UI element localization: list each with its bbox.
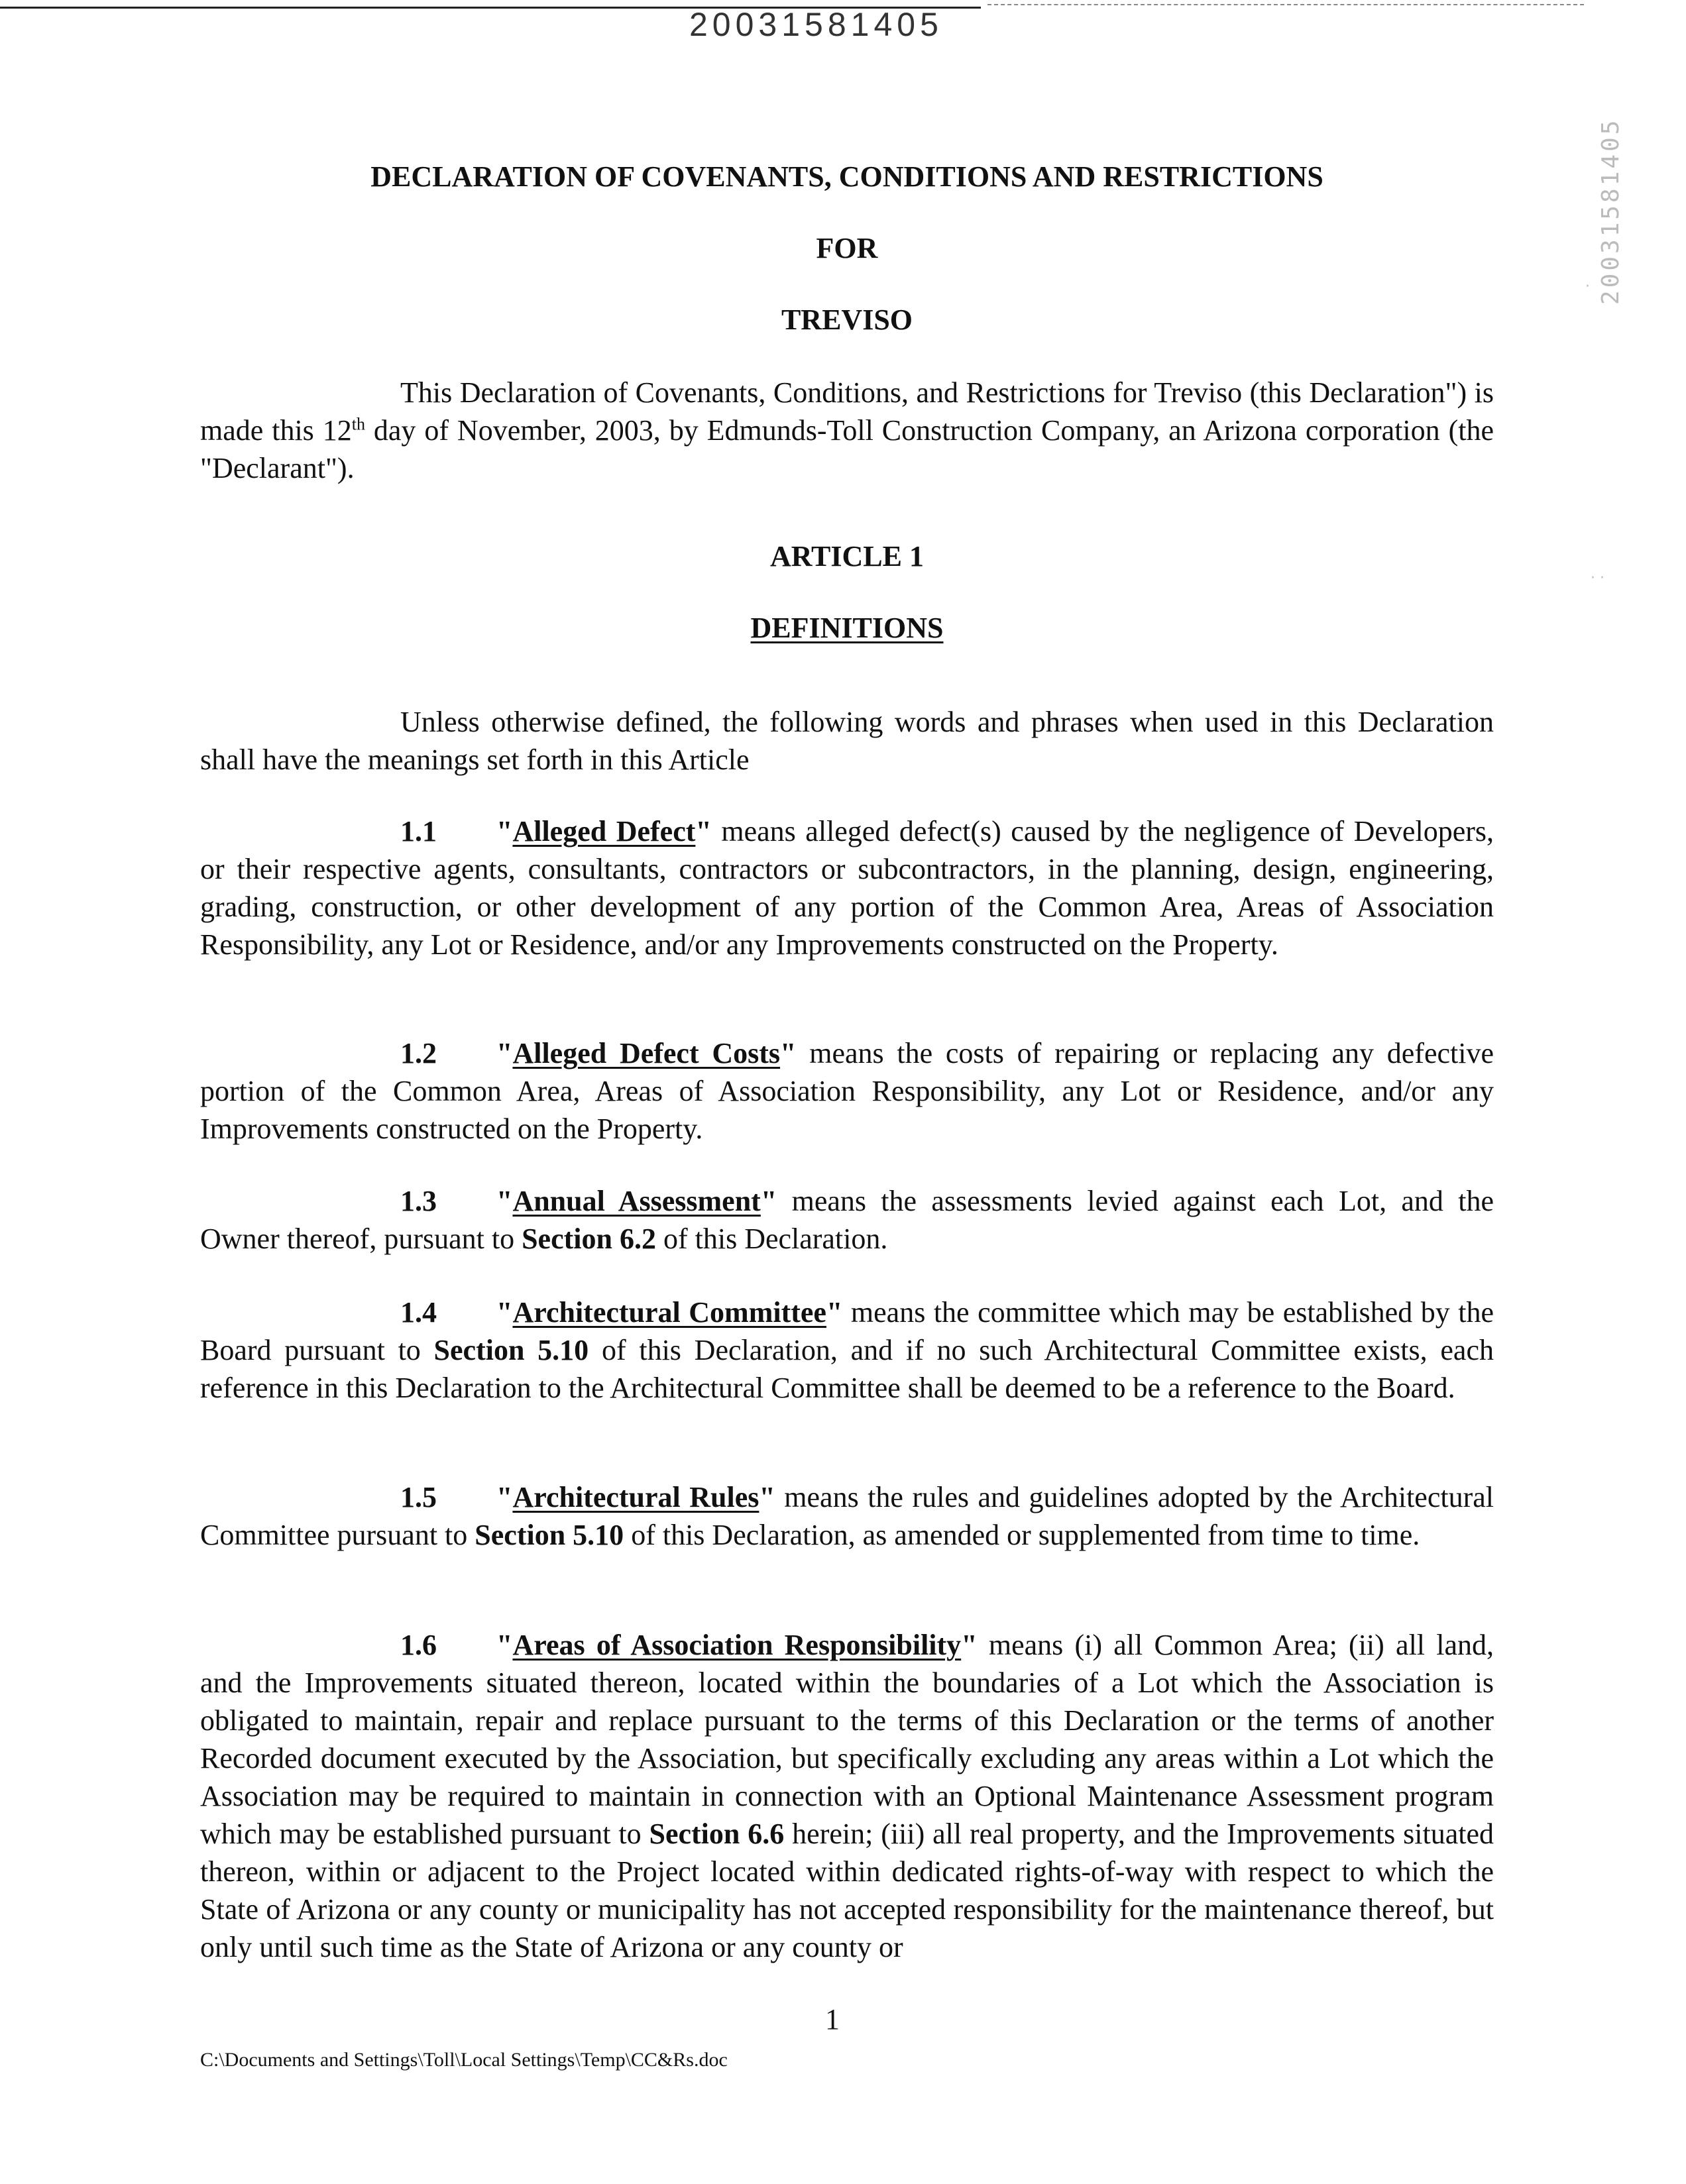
definition-1-4: 1.4 "Architectural Committee" means the committee which may be established by the Board pursuant to Section 5.10 of this Declaration, and if no such Architectural Committee exists, each reference in this Declaration to the Architectural Committee shall be deemed to be a reference to the Board. <box>200 1296 1494 1404</box>
side-recording-stamp: 20031581405 <box>1597 117 1624 305</box>
document-title: DECLARATION OF COVENANTS, CONDITIONS AND RESTRICTIONS <box>370 160 1323 193</box>
scan-speck-icon: · · <box>1591 570 1604 586</box>
definition-1-2: 1.2 "Alleged Defect Costs" means the costs of repairing or replacing any defective portion of the Common Area, Areas of Association Responsibility, any Lot or Residence, and/or any Improvements constructed on the Property. <box>200 1037 1494 1145</box>
page-number: 1 <box>825 2003 840 2036</box>
section-reference: Section 6.6 <box>649 1818 785 1850</box>
scan-speck-icon: · <box>1585 278 1590 295</box>
top-rule-dashed <box>987 4 1584 5</box>
section-reference: Section 5.10 <box>475 1519 624 1551</box>
recording-number: 20031581405 <box>689 6 943 43</box>
article-preamble: Unless otherwise defined, the following words and phrases when used in this Declaration shall have the meanings set forth in this Article <box>200 706 1494 776</box>
footer-file-path: C:\Documents and Settings\Toll\Local Settings\Temp\CC&Rs.doc <box>200 2049 728 2071</box>
title-project-name: TREVISO <box>781 303 913 336</box>
section-reference: Section 5.10 <box>433 1334 589 1366</box>
definition-1-3: 1.3 "Annual Assessment" means the assessments levied against each Lot, and the Owner thereof, pursuant to Section 6.2 of this Declaration. <box>200 1185 1494 1255</box>
article-heading: DEFINITIONS <box>750 612 944 644</box>
definition-1-5: 1.5 "Architectural Rules" means the rules and guidelines adopted by the Architectural Committee pursuant to Section 5.10 of this Declaration, as amended or supplemented from time to time. <box>200 1481 1494 1551</box>
section-reference: Section 6.2 <box>522 1223 656 1255</box>
title-for: FOR <box>816 232 878 264</box>
definition-1-1: 1.1 "Alleged Defect" means alleged defect(s) caused by the negligence of Developers, or their respective agents, consultants, contractors or subcontractors, in the planning, design, engineering, grading, construction, or other development of any portion of the Common Area, Areas of Association Responsibility, any Lot or Residence, and/or any Improvements constructed on the Property. <box>200 815 1494 961</box>
article-label: ARTICLE 1 <box>770 540 924 573</box>
intro-paragraph: This Declaration of Covenants, Conditions, and Restrictions for Treviso (this Declaration") is made this 12th day of November, 2003, by Edmunds-Toll Construction Company, an Arizona corporation (the "Declarant"). <box>200 376 1494 484</box>
definition-1-6: 1.6 "Areas of Association Responsibility" means (i) all Common Area; (ii) all land, and the Improvements situated thereon, located within the boundaries of a Lot which the Association is obligated to maintain, repair and replace pursuant to the terms of this Declaration or the terms of another Recorded document executed by the Association, but specifically excluding any areas within a Lot which the Association may be required to maintain in connection with an Optional Maintenance Assessment program which may be established pursuant to Section 6.6 herein; (iii) all real property, and the Improvements situated thereon, within or adjacent to the Project located within dedicated rights-of-way with respect to which the State of Arizona or any county or municipality has not accepted responsibility for the maintenance thereof, but only until such time as the State of Arizona or any county or <box>200 1629 1494 1963</box>
